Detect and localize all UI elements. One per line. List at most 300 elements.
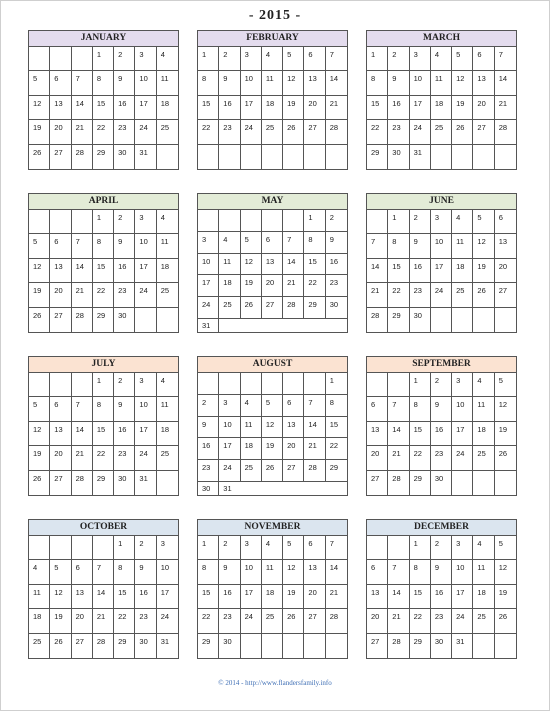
day-cell: 30	[114, 471, 135, 495]
day-cell: 29	[410, 471, 431, 495]
day-cell: 6	[473, 47, 494, 71]
month-header: MAY	[198, 194, 347, 210]
day-cell: 15	[198, 96, 219, 120]
month-header: NOVEMBER	[198, 520, 347, 536]
day-cell: 4	[157, 210, 178, 234]
day-cell: 21	[388, 446, 409, 470]
day-cell: 18	[157, 422, 178, 446]
day-cell: 6	[50, 234, 71, 258]
day-cell: 5	[29, 397, 50, 421]
empty-day-cell	[388, 536, 409, 560]
day-cell: 20	[50, 446, 71, 470]
day-cell: 26	[29, 308, 50, 332]
day-cell: 2	[388, 47, 409, 71]
day-cell: 9	[114, 71, 135, 95]
empty-day-cell	[452, 308, 473, 332]
empty-day-cell	[367, 536, 388, 560]
day-cell: 10	[452, 560, 473, 584]
day-cell: 2	[114, 210, 135, 234]
day-cell: 8	[93, 397, 114, 421]
day-cell: 25	[157, 446, 178, 470]
day-cell: 16	[219, 96, 240, 120]
day-cell: 17	[241, 96, 262, 120]
day-cell: 24	[135, 283, 156, 307]
month-header: JANUARY	[29, 31, 178, 47]
empty-day-cell	[388, 373, 409, 397]
month-may	[197, 193, 348, 333]
day-cell: 10	[135, 234, 156, 258]
empty-day-cell	[241, 210, 262, 232]
empty-day-cell	[431, 145, 452, 169]
day-cell: 13	[50, 422, 71, 446]
day-cell: 2	[410, 210, 431, 234]
day-cell: 10	[431, 234, 452, 258]
day-cell: 20	[473, 96, 494, 120]
day-cell: 19	[283, 585, 304, 609]
day-cell: 11	[157, 397, 178, 421]
day-cell: 21	[72, 446, 93, 470]
day-cell: 16	[114, 96, 135, 120]
day-cell: 24	[452, 609, 473, 633]
day-cell: 25	[157, 283, 178, 307]
day-cell: 26	[29, 471, 50, 495]
empty-day-cell	[283, 145, 304, 169]
day-cell: 5	[262, 395, 283, 417]
empty-day-cell	[50, 373, 71, 397]
day-cell: 8	[326, 395, 347, 417]
empty-day-cell	[304, 373, 325, 395]
day-cell: 27	[304, 120, 325, 144]
day-cell: 14	[388, 422, 409, 446]
day-cell: 12	[495, 397, 516, 421]
month-header: DECEMBER	[367, 520, 516, 536]
day-cell: 23	[410, 283, 431, 307]
day-cell: 5	[283, 536, 304, 560]
day-cell: 17	[198, 275, 219, 297]
day-cell: 26	[29, 145, 50, 169]
day-cell: 11	[157, 71, 178, 95]
day-cell: 6	[50, 71, 71, 95]
day-cell: 23	[198, 460, 219, 482]
month-header: MARCH	[367, 31, 516, 47]
day-cell: 30	[114, 308, 135, 332]
day-cell: 3	[410, 47, 431, 71]
day-cell: 2	[431, 536, 452, 560]
day-cell: 30	[135, 634, 156, 658]
day-cell: 19	[495, 422, 516, 446]
day-cell: 2	[431, 373, 452, 397]
day-cell: 12	[452, 71, 473, 95]
day-cell: 23	[219, 120, 240, 144]
day-cell: 15	[198, 585, 219, 609]
empty-day-cell	[198, 145, 219, 169]
day-cell: 23	[388, 120, 409, 144]
day-cell: 4	[473, 536, 494, 560]
day-cell: 29	[93, 145, 114, 169]
empty-day-cell	[157, 145, 178, 169]
empty-day-cell	[29, 373, 50, 397]
day-cell: 3	[241, 47, 262, 71]
empty-day-cell	[495, 145, 516, 169]
day-cell: 28	[93, 634, 114, 658]
day-cell: 4	[241, 395, 262, 417]
day-cell: 10	[135, 397, 156, 421]
day-cell: 18	[157, 259, 178, 283]
day-cell: 3	[241, 536, 262, 560]
day-cell: 20	[72, 609, 93, 633]
day-cell: 20	[262, 275, 283, 297]
day-cell: 23	[114, 283, 135, 307]
day-cell: 28	[388, 634, 409, 658]
day-cell: 27	[50, 308, 71, 332]
day-cell: 6	[367, 397, 388, 421]
day-cell: 17	[431, 259, 452, 283]
day-cell: 3	[135, 373, 156, 397]
month-january	[28, 30, 179, 170]
day-cell: 9	[410, 234, 431, 258]
empty-day-cell	[326, 634, 347, 658]
calendar-year-title: - 2015 -	[248, 8, 302, 23]
day-cell: 15	[367, 96, 388, 120]
day-cell: 25	[241, 460, 262, 482]
empty-day-cell	[262, 210, 283, 232]
day-cell: 23	[114, 120, 135, 144]
day-cell: 30	[431, 471, 452, 495]
month-header: AUGUST	[198, 357, 347, 373]
day-cell: 23	[135, 609, 156, 633]
day-cell: 21	[72, 120, 93, 144]
day-cell: 22	[198, 609, 219, 633]
day-cell: 16	[326, 254, 347, 276]
day-cell: 15	[388, 259, 409, 283]
day-cell: 28	[367, 308, 388, 332]
day-cell: 1	[304, 210, 325, 232]
day-cell: 26	[241, 297, 262, 319]
day-cell: 21	[283, 275, 304, 297]
day-cell: 26	[473, 283, 494, 307]
day-cell: 20	[50, 120, 71, 144]
day-cell: 1	[388, 210, 409, 234]
day-cell: 20	[367, 609, 388, 633]
day-cell: 16	[114, 422, 135, 446]
empty-day-cell	[495, 308, 516, 332]
empty-day-cell	[326, 319, 347, 332]
day-cell: 22	[198, 120, 219, 144]
day-cell: 4	[452, 210, 473, 234]
empty-day-cell	[283, 319, 304, 332]
day-cell: 9	[388, 71, 409, 95]
day-cell: 21	[93, 609, 114, 633]
empty-day-cell	[241, 145, 262, 169]
day-cell: 11	[473, 560, 494, 584]
day-cell: 5	[495, 373, 516, 397]
day-cell: 12	[495, 560, 516, 584]
day-cell: 27	[262, 297, 283, 319]
day-cell: 4	[473, 373, 494, 397]
day-cell: 22	[114, 609, 135, 633]
day-cell: 27	[304, 609, 325, 633]
day-cell: 15	[304, 254, 325, 276]
day-cell: 8	[198, 71, 219, 95]
empty-day-cell	[262, 634, 283, 658]
day-cell: 26	[495, 609, 516, 633]
day-cell: 4	[431, 47, 452, 71]
day-cell: 5	[241, 232, 262, 254]
day-cell: 1	[367, 47, 388, 71]
empty-day-cell	[452, 145, 473, 169]
month-july	[28, 356, 179, 496]
day-cell: 17	[219, 438, 240, 460]
day-cell: 31	[223, 483, 232, 493]
day-cell: 14	[93, 585, 114, 609]
empty-day-cell	[304, 634, 325, 658]
day-cell: 25	[473, 446, 494, 470]
day-cell: 20	[495, 259, 516, 283]
day-cell: 11	[157, 234, 178, 258]
day-cell: 30	[326, 297, 347, 319]
day-cell: 7	[72, 234, 93, 258]
empty-day-cell	[198, 373, 219, 395]
day-cell: 27	[473, 120, 494, 144]
day-cell: 1	[198, 47, 219, 71]
empty-day-cell	[262, 482, 283, 495]
empty-day-cell	[72, 47, 93, 71]
day-cell: 2	[198, 395, 219, 417]
month-day-grid	[198, 536, 347, 658]
day-cell: 5	[50, 560, 71, 584]
day-cell: 27	[367, 471, 388, 495]
day-cell: 13	[50, 96, 71, 120]
day-cell: 22	[304, 275, 325, 297]
day-cell: 2	[326, 210, 347, 232]
day-cell: 19	[452, 96, 473, 120]
day-cell: 9	[114, 234, 135, 258]
day-cell: 18	[262, 96, 283, 120]
day-cell: 25	[262, 120, 283, 144]
day-cell: 11	[29, 585, 50, 609]
day-cell: 29	[367, 145, 388, 169]
month-day-grid	[29, 47, 178, 169]
day-cell: 19	[283, 96, 304, 120]
day-cell: 12	[29, 259, 50, 283]
month-august	[197, 356, 348, 496]
day-cell: 29	[410, 634, 431, 658]
day-cell: 30	[410, 308, 431, 332]
month-day-grid	[29, 536, 178, 658]
day-cell: 11	[262, 560, 283, 584]
day-cell: 29	[93, 471, 114, 495]
day-cell: 4	[262, 536, 283, 560]
day-cell: 13	[367, 585, 388, 609]
empty-day-cell	[72, 373, 93, 397]
day-cell: 13	[262, 254, 283, 276]
day-cell: 15	[114, 585, 135, 609]
day-cell: 24	[452, 446, 473, 470]
day-cell: 28	[495, 120, 516, 144]
day-cell: 1	[114, 536, 135, 560]
day-cell: 15	[410, 422, 431, 446]
day-cell: 27	[50, 145, 71, 169]
day-cell: 6	[367, 560, 388, 584]
day-cell: 26	[495, 446, 516, 470]
day-cell: 3	[452, 536, 473, 560]
month-day-grid	[367, 47, 516, 169]
day-cell: 18	[219, 275, 240, 297]
day-cell: 12	[50, 585, 71, 609]
day-cell: 10	[219, 417, 240, 439]
footer-credit: © 2014 - http://www.flandersfamily.info	[218, 679, 332, 687]
day-cell: 3	[157, 536, 178, 560]
day-cell: 15	[410, 585, 431, 609]
day-cell: 13	[495, 234, 516, 258]
day-cell: 6	[304, 47, 325, 71]
day-cell: 20	[304, 96, 325, 120]
day-cell: 31	[135, 145, 156, 169]
day-cell: 5	[452, 47, 473, 71]
day-cell: 26	[452, 120, 473, 144]
day-cell: 25	[157, 120, 178, 144]
day-cell: 13	[304, 560, 325, 584]
day-cell: 19	[29, 120, 50, 144]
day-cell: 29	[304, 297, 325, 319]
day-cell: 23	[219, 609, 240, 633]
empty-day-cell	[495, 634, 516, 658]
empty-day-cell	[326, 145, 347, 169]
day-cell: 8	[114, 560, 135, 584]
empty-day-cell	[326, 482, 347, 495]
day-cell: 5	[473, 210, 494, 234]
month-header: FEBRUARY	[198, 31, 347, 47]
day-cell: 17	[452, 585, 473, 609]
day-cell: 23	[431, 609, 452, 633]
empty-day-cell	[262, 319, 283, 332]
day-cell: 31	[198, 319, 219, 332]
day-cell: 30	[431, 634, 452, 658]
empty-day-cell	[219, 210, 240, 232]
day-cell: 30	[114, 145, 135, 169]
day-cell: 21	[367, 283, 388, 307]
day-cell: 22	[93, 283, 114, 307]
day-cell: 8	[410, 397, 431, 421]
day-cell: 23	[431, 446, 452, 470]
day-cell: 15	[93, 96, 114, 120]
day-cell: 6	[283, 395, 304, 417]
day-cell: 30	[198, 482, 219, 495]
day-cell: 18	[29, 609, 50, 633]
month-day-grid	[367, 536, 516, 658]
day-cell: 1	[93, 373, 114, 397]
empty-day-cell	[241, 482, 262, 495]
day-cell: 19	[262, 438, 283, 460]
month-june	[366, 193, 517, 333]
month-october	[28, 519, 179, 659]
day-cell: 1	[93, 47, 114, 71]
day-cell: 2	[219, 536, 240, 560]
day-cell: 8	[388, 234, 409, 258]
empty-day-cell	[495, 471, 516, 495]
empty-day-cell	[50, 47, 71, 71]
day-cell: 10	[241, 560, 262, 584]
day-cell: 21	[72, 283, 93, 307]
day-cell: 12	[473, 234, 494, 258]
day-cell: 12	[283, 71, 304, 95]
empty-day-cell	[29, 47, 50, 71]
day-cell: 7	[388, 397, 409, 421]
day-cell: 19	[50, 609, 71, 633]
month-february	[197, 30, 348, 170]
day-cell: 22	[410, 609, 431, 633]
day-cell: 4	[29, 560, 50, 584]
empty-day-cell	[157, 471, 178, 495]
empty-day-cell	[431, 308, 452, 332]
day-cell: 26	[283, 120, 304, 144]
day-cell: 1	[93, 210, 114, 234]
day-cell: 11	[241, 417, 262, 439]
empty-day-cell	[219, 319, 240, 332]
day-cell: 31	[135, 471, 156, 495]
day-cell: 21	[495, 96, 516, 120]
day-cell: 16	[431, 585, 452, 609]
day-cell: 7	[326, 536, 347, 560]
day-cell: 10	[410, 71, 431, 95]
day-cell: 25	[452, 283, 473, 307]
day-cell: 22	[326, 438, 347, 460]
day-cell: 15	[326, 417, 347, 439]
day-cell: 12	[29, 96, 50, 120]
day-cell: 25	[29, 634, 50, 658]
day-cell: 25	[262, 609, 283, 633]
day-cell: 7	[388, 560, 409, 584]
empty-day-cell	[93, 536, 114, 560]
day-cell: 1	[410, 536, 431, 560]
day-cell: 29	[93, 308, 114, 332]
day-cell: 27	[367, 634, 388, 658]
empty-day-cell	[283, 482, 304, 495]
day-cell: 14	[72, 96, 93, 120]
day-cell: 19	[29, 283, 50, 307]
day-cell: 8	[304, 232, 325, 254]
day-cell: 14	[304, 417, 325, 439]
day-cell: 28	[326, 609, 347, 633]
day-cell: 16	[114, 259, 135, 283]
day-cell: 30	[388, 145, 409, 169]
day-cell: 2	[114, 47, 135, 71]
day-cell: 28	[304, 460, 325, 482]
day-cell: 15	[93, 259, 114, 283]
day-cell: 25	[219, 297, 240, 319]
month-day-grid	[29, 373, 178, 495]
day-cell: 18	[157, 96, 178, 120]
day-cell: 16	[135, 585, 156, 609]
empty-day-cell	[219, 373, 240, 395]
day-cell: 18	[262, 585, 283, 609]
day-cell: 24	[219, 460, 240, 482]
day-cell: 24	[241, 609, 262, 633]
day-cell: 29	[198, 634, 219, 658]
day-cell: 11	[431, 71, 452, 95]
day-cell: 14	[326, 560, 347, 584]
day-cell: 26	[283, 609, 304, 633]
day-cell: 3	[452, 373, 473, 397]
day-cell: 13	[304, 71, 325, 95]
day-cell: 7	[367, 234, 388, 258]
day-cell: 7	[72, 71, 93, 95]
empty-day-cell	[29, 536, 50, 560]
day-cell: 14	[388, 585, 409, 609]
day-cell: 9	[431, 560, 452, 584]
month-day-grid	[198, 47, 347, 169]
day-cell: 16	[431, 422, 452, 446]
